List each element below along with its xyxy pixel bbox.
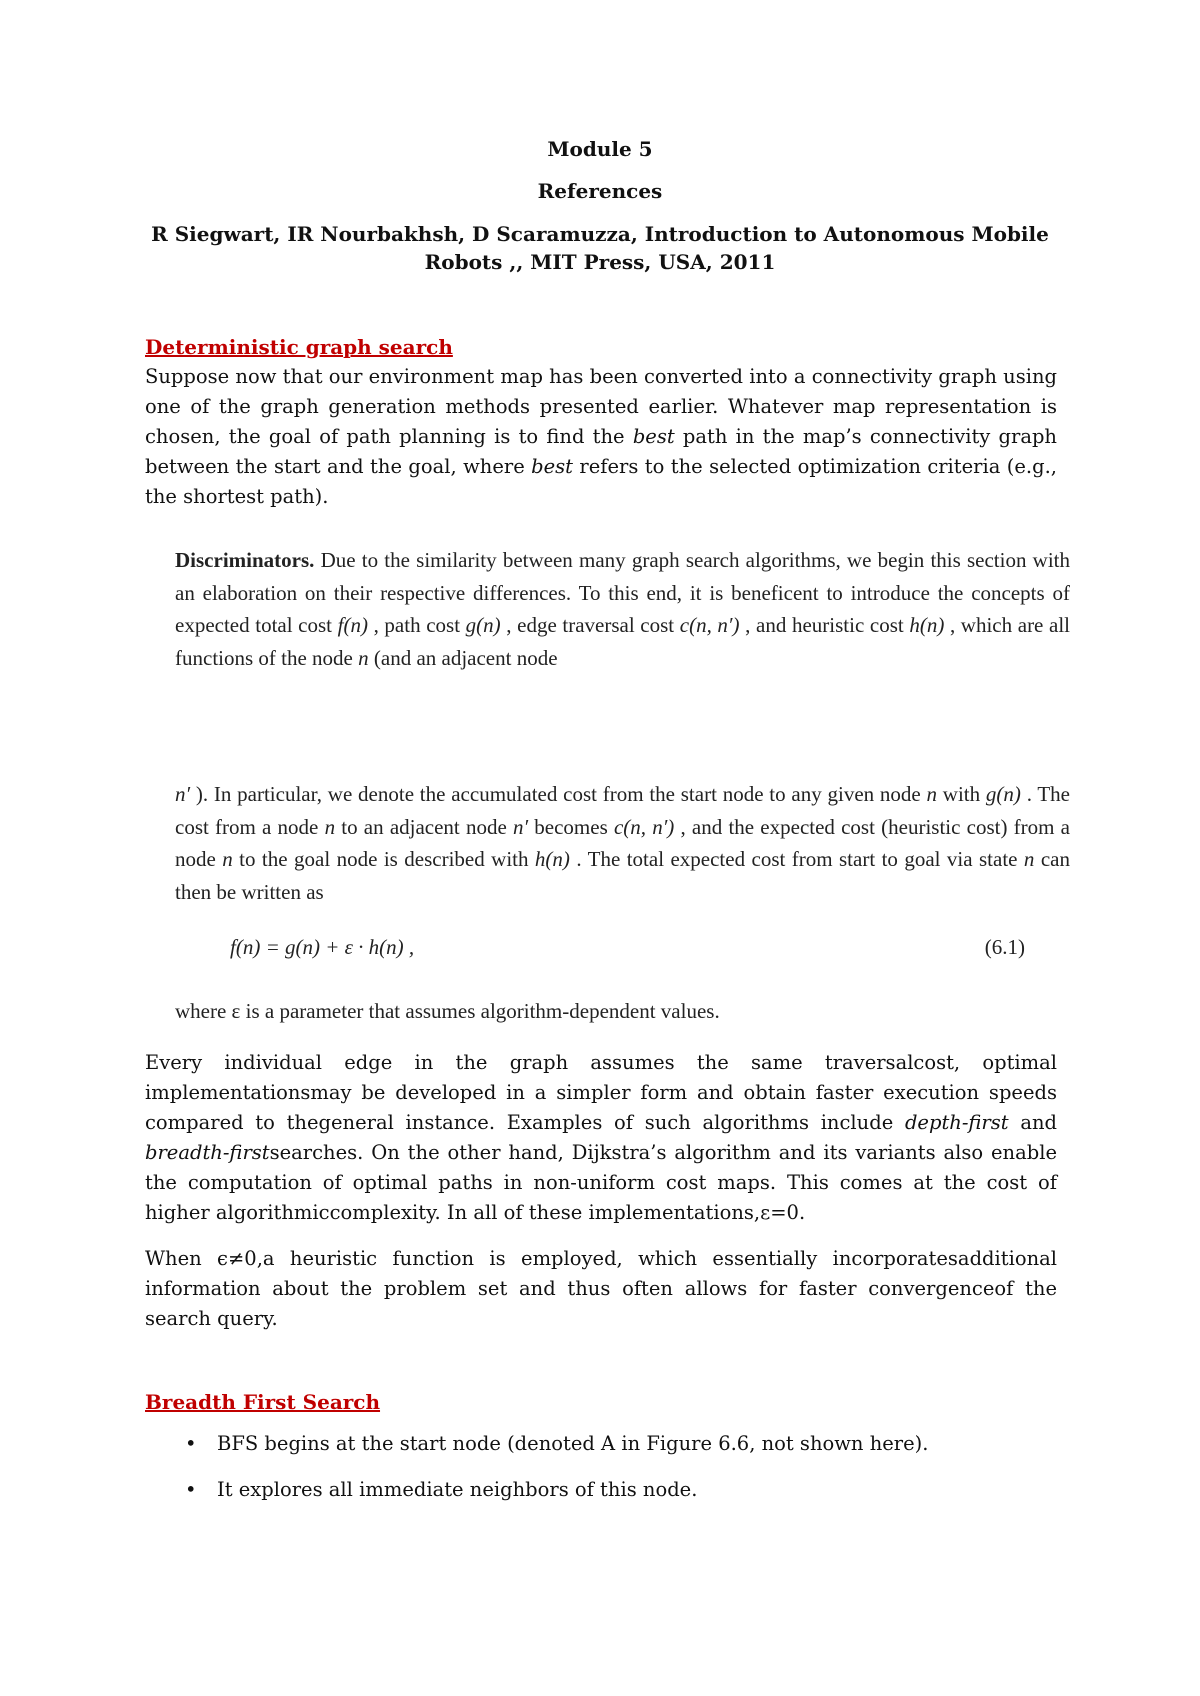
equation-number: (6.1) (984, 935, 1025, 959)
bullet-icon: • (185, 1478, 197, 1501)
list-item-text: BFS begins at the start node (denoted A in Figure 6.6, not shown here). (217, 1432, 929, 1455)
module-title: Module 5 (547, 137, 653, 161)
references-label: References (537, 179, 663, 203)
scanned-cost-definition-block: n′ ). In particular, we denote the accumulated cost from the start node to any given node n with g(n) . The cost from a node n to an adjacent node n′ becomes c(n, n′) , and the expected cost (heuristic cost) from a node n to the goal node is described with h(n) . The total expected cost from start to goal via state n can then be written as (175, 782, 1070, 904)
equation-expression: f(n) = g(n) + ε · h(n) , (230, 935, 415, 959)
citation-line-1: R Siegwart, IR Nourbakhsh, D Scaramuzza, Introduction to Autonomous Mobile (151, 222, 1049, 246)
intro-paragraph: Suppose now that our environment map has been converted into a connectivity graph using one of the graph generation methods presented earlier. Whatever map representation is chosen, the goal of path planning is to find the best path in the map’s connectivity graph between the start and the goal, where best refers to the selected optimization criteria (e.g., the shortest path). (145, 365, 1057, 508)
uniform-cost-paragraph: Every individual edge in the graph assumes the same traversalcost, optimal implementationsmay be developed in a simpler form and obtain faster execution speeds compared to thegeneral instance. Examples of such algorithms include depth-first and breadth-firstsearches. On the other hand, Dijkstra’s algorithm and its variants also enable the computation of optimal paths in non-uniform cost maps. This comes at the cost of higher algorithmiccomplexity. In all of these implementations,ε=0. (145, 1051, 1057, 1224)
equation-6-1 (230, 935, 1070, 965)
citation-line-2: Robots ,, MIT Press, USA, 2011 (424, 250, 776, 274)
list-item-text: It explores all immediate neighbors of this node. (217, 1478, 698, 1501)
heuristic-paragraph: When ϵ≠0,a heuristic function is employed, which essentially incorporatesadditional information about the problem set and thus often allows for faster convergenceof the search query. (145, 1247, 1057, 1330)
scanned-discriminators-block: Discriminators. Due to the similarity between many graph search algorithms, we begin this section with an elaboration on their respective differences. To this end, it is beneficent to introduce the concepts of expected total cost f(n) , path cost g(n) , edge traversal cost c(n, n′) , and heuristic cost h(n) , which are all functions of the node n (and an adjacent node (175, 548, 1070, 670)
section-heading-breadth-first-search: Breadth First Search (145, 1390, 381, 1414)
epsilon-description: where ε is a parameter that assumes algorithm-dependent values. (175, 999, 720, 1023)
bullet-icon: • (185, 1432, 197, 1455)
section-heading-deterministic-graph-search: Deterministic graph search (145, 335, 453, 359)
